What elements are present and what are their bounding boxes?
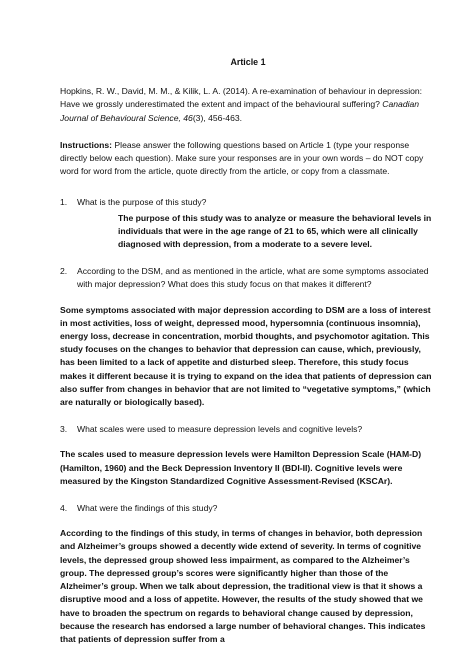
question-2-number: 2. (60, 266, 68, 277)
question-3 (60, 423, 436, 436)
answer-3: The scales used to measure depression levels were Hamilton Depression Scale (HAM-D) (Hamilton, 1960) and the Beck Depression Inventory II (BDI-II). Cognitive levels were measured by the Kingston Standardized Cognitive Assessment-Revised (KSCAr). (60, 449, 422, 486)
question-1-text: What is the purpose of this study? (77, 197, 207, 208)
citation-issue-pages: (3), 456-463. (192, 112, 243, 123)
question-3-number: 3. (60, 424, 68, 435)
instructions-label: Instructions: (60, 139, 113, 150)
answer-2: Some symptoms associated with major depression according to DSM are a loss of interest in most activities, loss of weight, depressed mood, hypersomnia (continuous insomnia), energy loss, decrease in concentration, morbid thoughts, and psychomotor agitation. This study focuses on the changes to behavior that depression can cause, which, previously, has been limited to a lack of appetite and disturbed sleep. Therefore, this study focus makes it different because it is trying to expand on the idea that patients of depression can also suffer from changes in behavior that are not limited to “vegetative symptoms,” (which are naturally or biologically based). (60, 304, 432, 408)
citation-journal: Canadian Journal of Behavioural Science, 46 (60, 99, 420, 123)
question-4-number: 4. (60, 503, 68, 514)
citation (60, 85, 436, 125)
question-2 (60, 265, 436, 291)
question-4 (60, 502, 436, 515)
question-3-text: What scales were used to measure depression levels and cognitive levels? (77, 424, 363, 435)
question-1 (60, 196, 436, 209)
answer-4: According to the findings of this study, in terms of changes in behavior, both depression and Alzheimer’s groups showed a decently wide extend of severity. In terms of cognitive levels, the depressed group showed less impairment, as compared to the Alzheimer’s group. The depressed group’s scores were significantly higher than those of the Alzheimer’s group. When we talk about depression, the traditional view is that it shows a disruptive mood and a loss of appetite. However, the results of the study showed that we have to broaden the spectrum on regards to behavioral change caused by depression, because the research has endorsed a large number of behavioral changes. This indicates that patients of depression suffer from a (60, 528, 426, 644)
answer-1: The purpose of this study was to analyze or measure the behavioral levels in individuals that were in the age range of 21 to 65, which were all clinically diagnosed with depression, from a moderate to a severe level. (118, 212, 432, 250)
instructions (60, 139, 436, 179)
question-2-text: According to the DSM, and as mentioned in the article, what are some symptoms associated with major depression? What does this study focus on that makes it different? (77, 266, 429, 290)
instructions-text: Please answer the following questions based on Article 1 (type your response directly below each question). Make sure your responses are in your own words – do NOT copy word for word from the article, quote directly from the article, or copy from a classmate. (60, 139, 424, 177)
page-title: Article 1 (230, 57, 266, 67)
question-4-text: What were the findings of this study? (77, 503, 218, 514)
citation-authors-and-title: Hopkins, R. W., David, M. M., & Kilik, L. A. (2014). A re-examination of behaviour in depression: Have we grossly underestimated the extent and impact of the behavioural suffering? (60, 86, 423, 110)
question-1-number: 1. (60, 197, 68, 208)
